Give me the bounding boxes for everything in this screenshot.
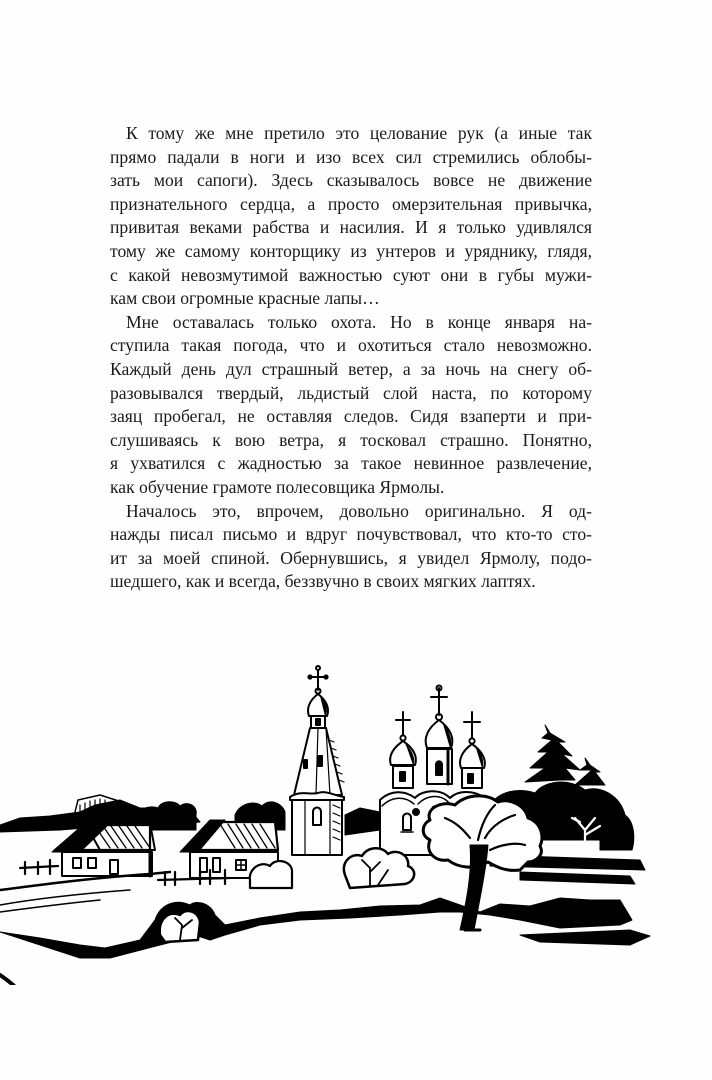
text-line: тому же самому конторщику из унтеров и уряднику, глядя, [110,240,592,261]
text-line: Мне оставалась только охота. Но в конце января на- [126,311,592,332]
text-line: шедшего, как и всегда, беззвучно в своих мягких лаптях. [110,571,536,592]
text-line: ступила такая погода, что и охотиться стало невозможно. [110,335,592,356]
text-line: с какой невозмутимой важностью суют они в губы мужи- [110,264,592,285]
paragraph-2 [110,311,592,500]
text-line: кам свои огромные красные лапы… [110,288,380,309]
village-landscape-illustration [0,655,712,985]
text-line: заяц пробегал, не оставляя следов. Сидя взаперти и при- [110,406,592,427]
text-line: я ухватился с жадностью за такое невинное развлечение, [110,453,592,474]
text-line: прямо падали в ноги и изо всех сил стремились облобы- [110,146,592,167]
paragraph-1 [110,122,592,311]
text-line: нажды писал письмо и вдруг почувствовал, что кто-то сто- [110,524,592,545]
text-line: ит за моей спиной. Обернувшись, я увидел Ярмолу, подо- [110,547,592,568]
text-line: признательного сердца, а просто омерзительная привычка, [110,193,592,214]
text-line: Каждый день дул страшный ветер, а за ночь на снегу об- [110,358,592,379]
body-text [110,122,592,594]
text-line: К тому же мне претило это целование рук (а иные так [126,123,592,143]
text-line: привитая веками рабства и насилия. И я только удивлялся [110,217,592,238]
text-line: как обучение грамоте полесовщика Ярмолы. [110,476,445,497]
text-line: Началось это, впрочем, довольно оригинально. Я од- [126,500,592,521]
text-line: разовывался твердый, льдистый слой наста, по которому [110,382,592,403]
paragraph-3 [110,500,592,594]
text-line: зать мои сапоги). Здесь сказывалось вовсе не движение [110,170,592,191]
text-line: слушиваясь к вою ветра, я тосковал страшно. Понятно, [110,429,592,450]
